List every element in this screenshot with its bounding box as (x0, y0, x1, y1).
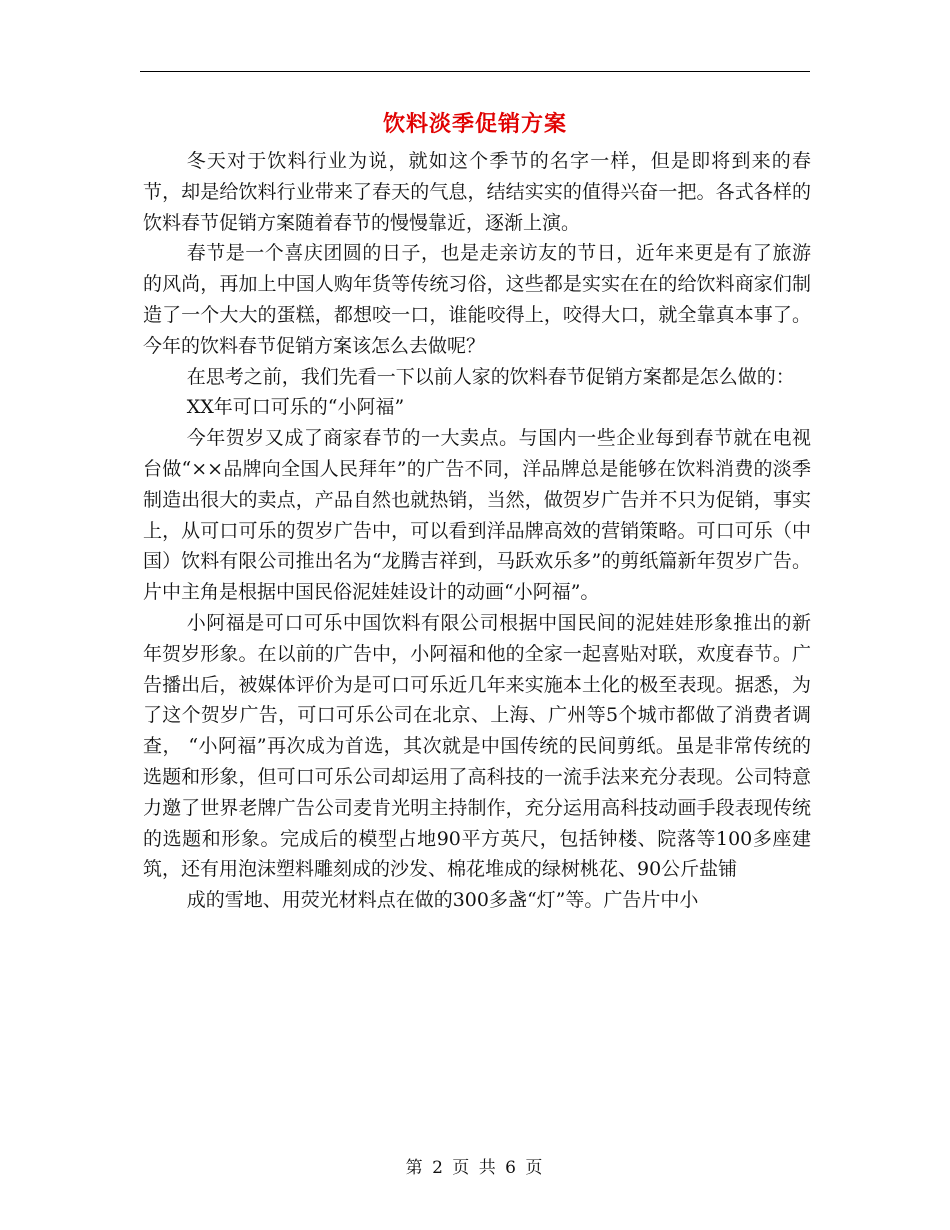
document-title: 饮料淡季促销方案 (382, 111, 567, 137)
paragraph-1: 冬天对于饮料行业为说，就如这个季节的名字一样，但是即将到来的春节，却是给饮料行业带来了春天的气息，结结实实的值得兴奋一把。各式各样的饮料春节促销方案随着春节的慢慢靠近，逐渐上演。 (143, 150, 811, 234)
paragraph-6: 成的雪地、用荧光材料点在做的300多盏“灯”等。广告片中小 (186, 889, 699, 912)
paragraph-3: 在思考之前，我们先看一下以前人家的饮料春节促销方案都是怎么做的： (186, 365, 795, 388)
section-heading: XX年可口可乐的“小阿福” (186, 396, 405, 419)
paragraph-2: 春节是一个喜庆团圆的日子，也是走亲访友的节日，近年来更是有了旅游的风尚，再加上中国人购年货等传统习俗，这些都是实实在在的给饮料商家们制造了一个大大的蛋糕，都想咬一口，谁能咬得上，咬得大口，就全靠真本事了。今年的饮料春节促销方案该怎么去做呢？ (143, 242, 811, 357)
header-rule (140, 71, 810, 72)
paragraph-5: 小阿福是可口可乐中国饮料有限公司根据中国民间的泥娃娃形象推出的新年贺岁形象。在以前的广告中，小阿福和他的全家一起喜贴对联，欢度春节。广告播出后，被媒体评价为是可口可乐近几年来实施本土化的极至表现。据悉，为了这个贺岁广告，可口可乐公司在北京、上海、广州等5个城市都做了消费者调查， “小阿福”再次成为首选，其次就是中国传统的民间剪纸。虽是非常传统的选题和形象，但可口可乐公司却运用了高科技的一流手法来充分表现。公司特意力邀了世界老牌广告公司麦肯光明主持制作，充分运用高科技动画手段表现传统的选题和形象。完成后的模型占地90平方英尺，包括钟楼、院落等100多座建筑，还有用泡沫塑料雕刻成的沙发、棉花堆成的绿树桃花、90公斤盐铺 (143, 611, 811, 881)
paragraph-4: 今年贺岁又成了商家春节的一大卖点。与国内一些企业每到春节就在电视台做“××品牌向全国人民拜年”的广告不同，洋品牌总是能够在饮料消费的淡季制造出很大的卖点，产品自然也就热销，当然，做贺岁广告并不只为促销，事实上，从可口可乐的贺岁广告中，可以看到洋品牌高效的营销策略。可口可乐（中国）饮料有限公司推出名为“龙腾吉祥到，马跃欢乐多”的剪纸篇新年贺岁广告。片中主角是根据中国民俗泥娃娃设计的动画“小阿福”。 (143, 427, 811, 604)
document-body (143, 146, 811, 916)
page-footer: 第 2 页 共 6 页 (405, 1158, 545, 1178)
